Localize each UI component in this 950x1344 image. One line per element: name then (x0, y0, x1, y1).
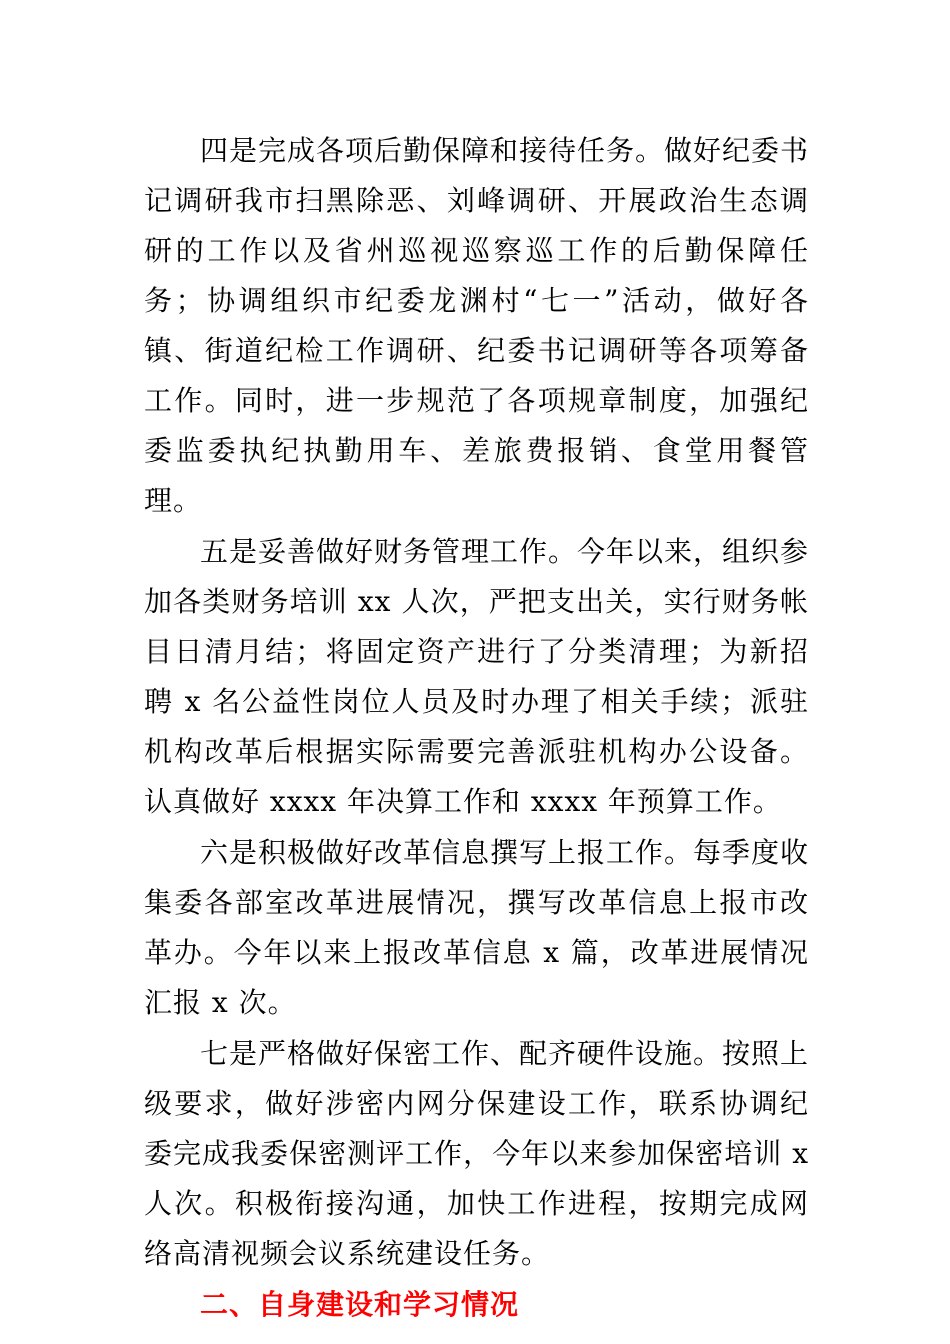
paragraph-reform-info: 六是积极做好改革信息撰写上报工作。每季度收集委各部室改革进展情况，撰写改革信息上报市改革办。今年以来上报改革信息 x 篇，改革进展情况汇报 x 次。 (144, 836, 810, 1019)
section-heading: 二、自身建设和学习情况 (200, 1288, 520, 1321)
paragraph-logistics: 四是完成各项后勤保障和接待任务。做好纪委书记调研我市扫黑除恶、刘峰调研、开展政治生态调研的工作以及省州巡视巡察巡工作的后勤保障任务；协调组织市纪委龙渊村“七一”活动，做好各镇、街道纪检工作调研、纪委书记调研等各项筹备工作。同时，进一步规范了各项规章制度，加强纪委监委执纪执勤用车、差旅费报销、食堂用餐管理。 (144, 134, 810, 517)
paragraph-finance: 五是妥善做好财务管理工作。今年以来，组织参加各类财务培训 xx 人次，严把支出关，实行财务帐目日清月结；将固定资产进行了分类清理；为新招聘 x 名公益性岗位人员及时办理了相关手续；派驻机构改革后根据实际需要完善派驻机构办公设备。认真做好 xxxx 年决算工作和 xxxx 年预算工作。 (144, 535, 810, 818)
document-body (144, 126, 809, 1330)
paragraph-confidentiality: 七是严格做好保密工作、配齐硬件设施。按照上级要求，做好涉密内网分保建设工作，联系协调纪委完成我委保密测评工作，今年以来参加保密培训 x 人次。积极衔接沟通，加快工作进程，按期完成网络高清视频会议系统建设任务。 (144, 1037, 810, 1270)
